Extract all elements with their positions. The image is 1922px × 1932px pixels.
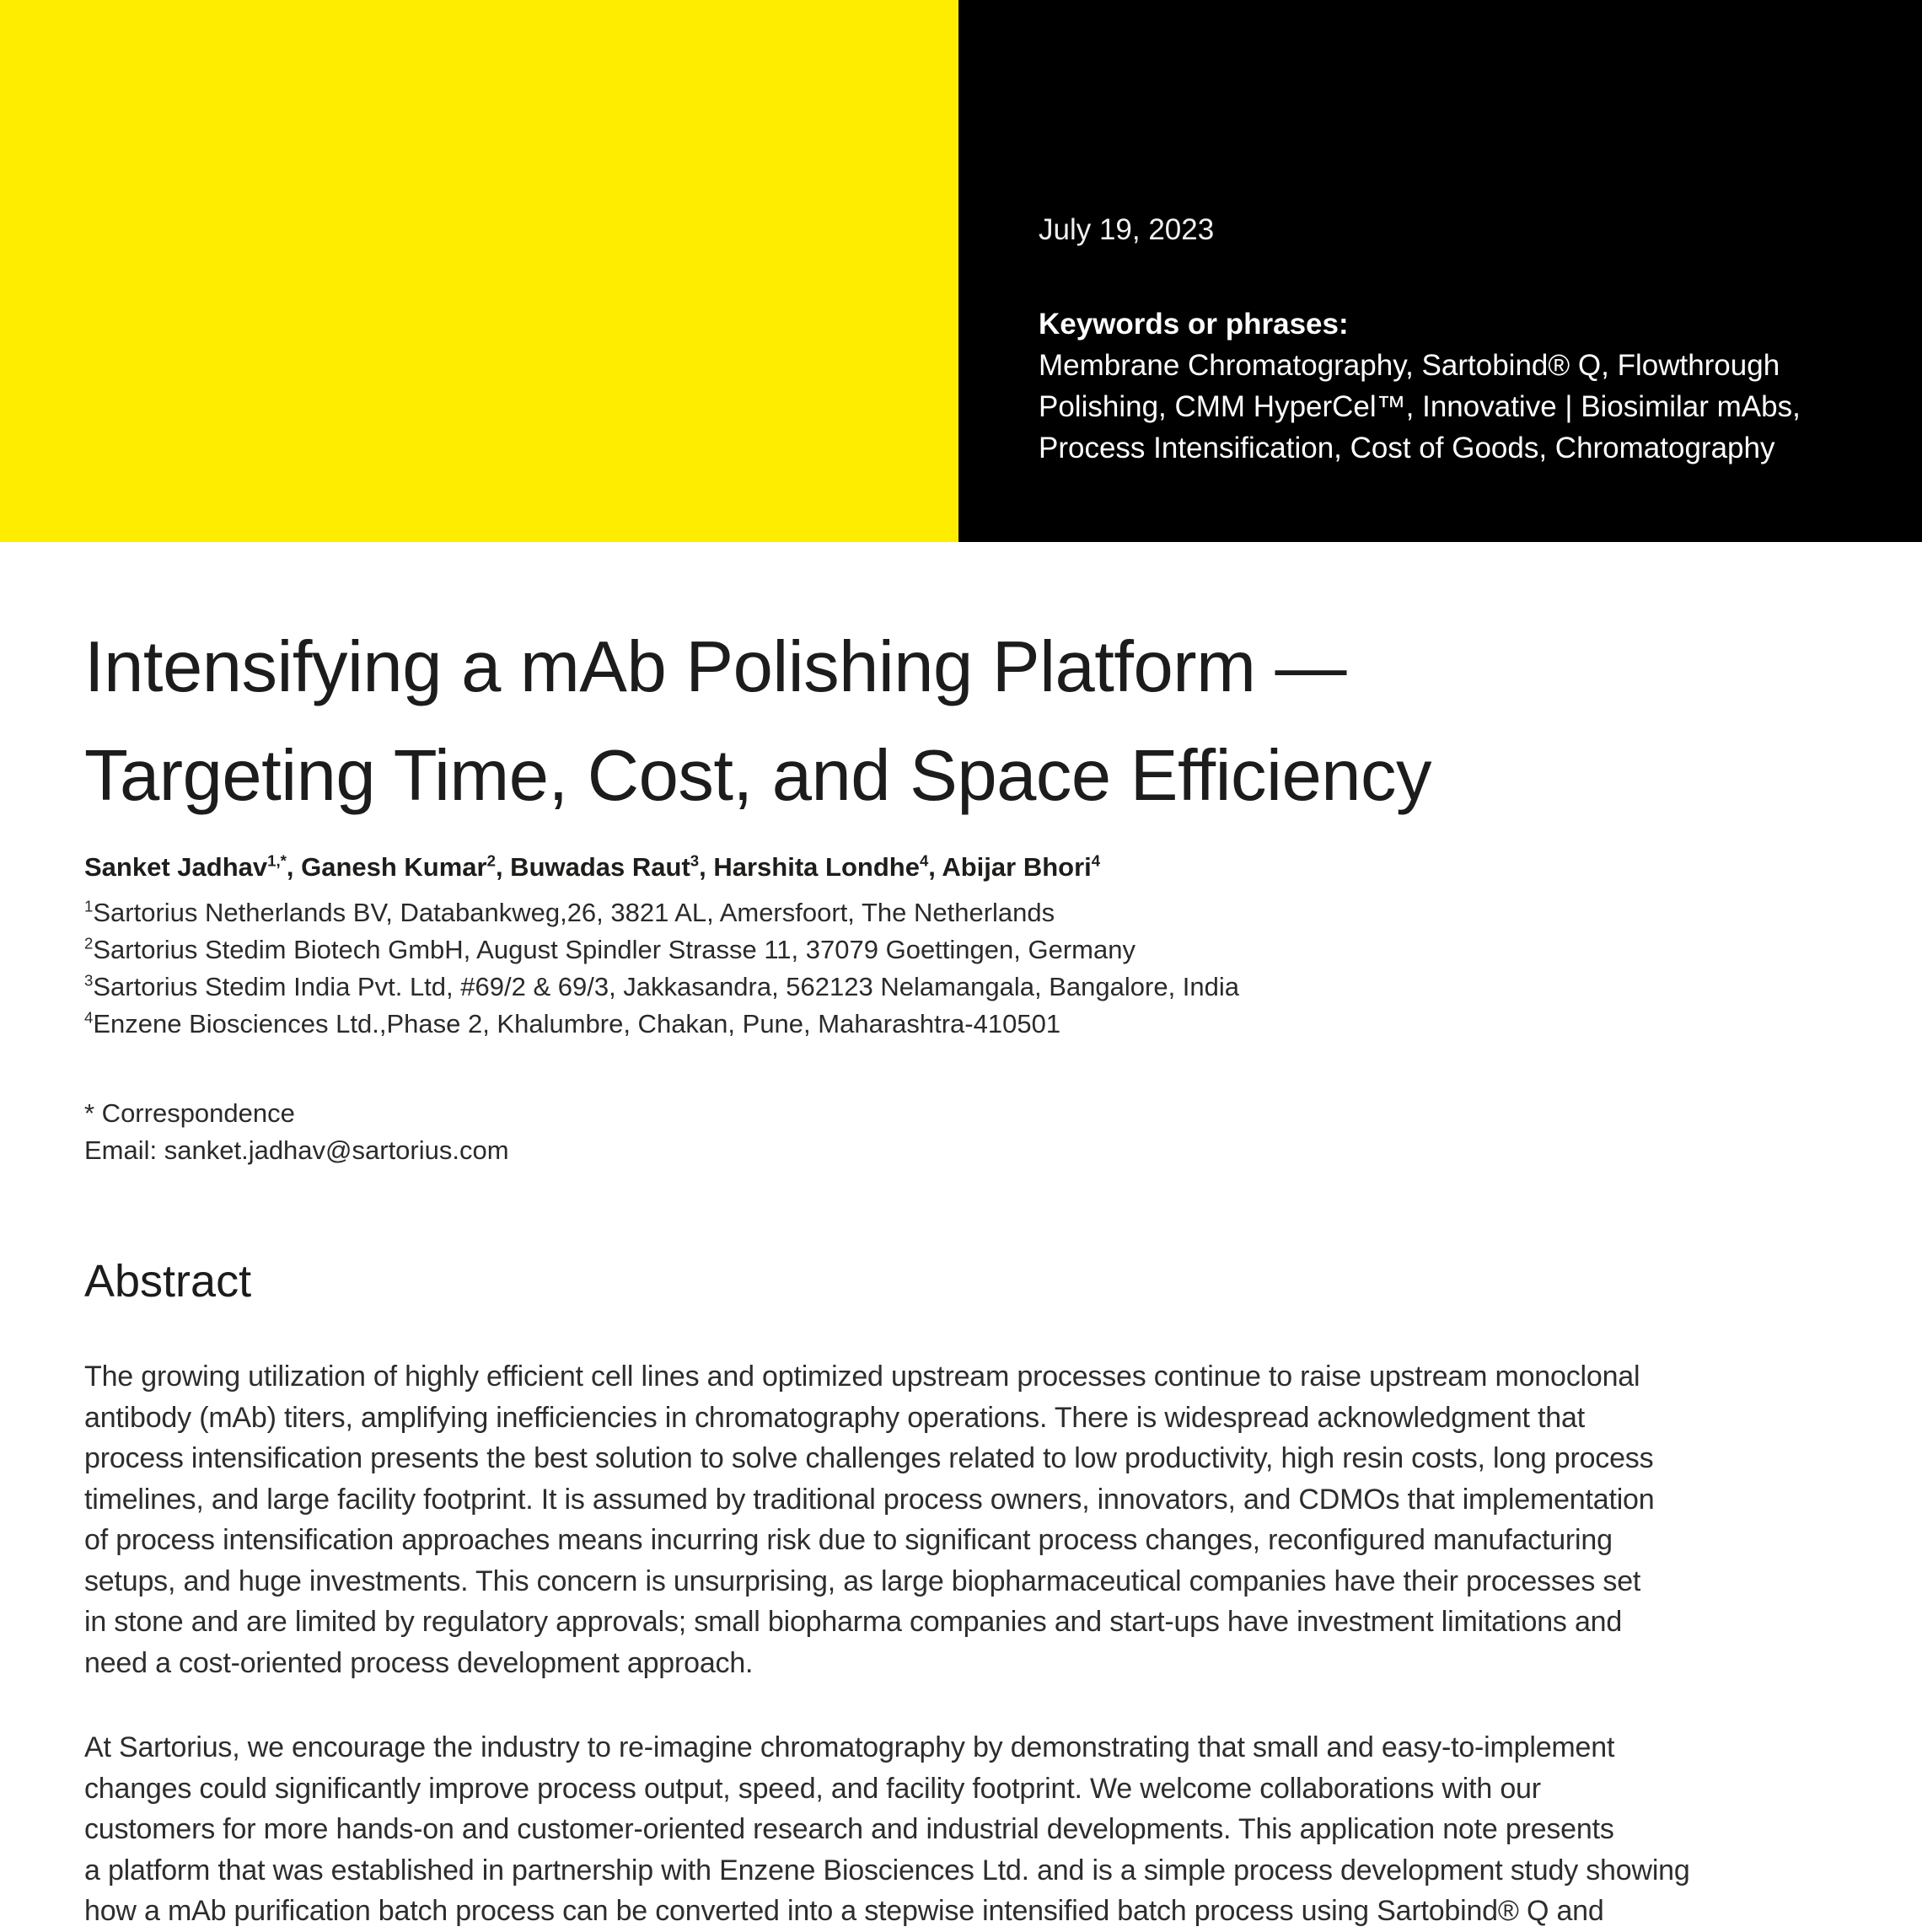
paragraph-line: customers for more hands-on and customer-oriented research and industrial developments. This application note presents: [84, 1813, 1614, 1845]
page-title: [84, 613, 1850, 830]
keywords-block: [1039, 303, 1850, 469]
author-name: , Harshita Londhe: [699, 852, 920, 882]
paragraph-line: antibody (mAb) titers, amplifying inefficiencies in chromatography operations. There is widespread acknowledgment that: [84, 1401, 1585, 1434]
paragraph-line: The growing utilization of highly efficient cell lines and optimized upstream processes continue to raise upstream monoclonal: [84, 1360, 1640, 1393]
paragraph-line: how a mAb purification batch process can be converted into a stepwise intensified batch process using Sartobind® Q and: [84, 1895, 1604, 1927]
keywords-line: Process Intensification, Cost of Goods, Chromatography: [1039, 432, 1775, 464]
authors-line: [84, 851, 1850, 884]
author-name: , Ganesh Kumar: [286, 852, 487, 882]
affiliations-list: [84, 894, 1850, 1043]
keywords-line: Membrane Chromatography, Sartobind® Q, Flowthrough: [1039, 349, 1780, 382]
affiliation-text: Sartorius Stedim India Pvt. Ltd, #69/2 & 69/3, Jakkasandra, 562123 Nelamangala, Bangalore, India: [93, 972, 1240, 1001]
correspondence-label: * Correspondence: [84, 1098, 295, 1128]
title-line-1: Intensifying a mAb Polishing Platform —: [84, 627, 1347, 707]
keywords-heading: Keywords or phrases:: [1039, 308, 1349, 341]
affiliation-text: Sartorius Stedim Biotech GmbH, August Spindler Strasse 11, 37079 Goettingen, Germany: [93, 935, 1135, 964]
author-affiliation-marker: 3: [690, 851, 700, 870]
correspondence-email: Email: sanket.jadhav@sartorius.com: [84, 1135, 509, 1165]
author-name: , Buwadas Raut: [495, 852, 690, 882]
author-affiliation-marker: 4: [1091, 851, 1101, 870]
abstract-paragraph-2: [84, 1727, 1850, 1932]
affiliation-text: Sartorius Netherlands BV, Databankweg,26, 3821 AL, Amersfoort, The Netherlands: [93, 898, 1055, 927]
title-line-2: Targeting Time, Cost, and Space Efficiency: [84, 736, 1431, 816]
keywords-line: Polishing, CMM HyperCel™, Innovative | Biosimilar mAbs,: [1039, 390, 1801, 423]
affiliation-item: [84, 1006, 1850, 1043]
paragraph-line: At Sartorius, we encourage the industry to re-imagine chromatography by demonstrating that small and easy-to-implement: [84, 1731, 1615, 1763]
paragraph-line: setups, and huge investments. This concern is unsurprising, as large biopharmaceutical companies have their processes set: [84, 1564, 1641, 1597]
affiliation-marker: 2: [84, 934, 94, 953]
author-name: Sanket Jadhav: [84, 852, 268, 882]
paragraph-line: changes could significantly improve process output, speed, and facility footprint. We welcome collaborations with our: [84, 1772, 1541, 1805]
affiliation-item: [84, 931, 1850, 969]
affiliation-marker: 3: [84, 971, 94, 990]
author-affiliation-marker: 4: [919, 851, 929, 870]
masthead-banner: [0, 0, 1922, 542]
brand-yellow-block: [0, 0, 958, 542]
affiliation-item: [84, 894, 1850, 931]
paragraph-line: need a cost-oriented process development approach.: [84, 1646, 754, 1679]
abstract-paragraph-1: [84, 1356, 1850, 1683]
paragraph-line: of process intensification approaches means incurring risk due to significant process changes, reconfigured manufacturing: [84, 1524, 1613, 1556]
affiliation-marker: 1: [84, 897, 94, 915]
affiliation-marker: 4: [84, 1008, 94, 1027]
author-affiliation-marker: 1,*: [267, 851, 287, 870]
paragraph-line: process intensification presents the best solution to solve challenges related to low productivity, high resin costs, long process: [84, 1442, 1654, 1474]
affiliation-item: [84, 969, 1850, 1006]
masthead-info-panel: [958, 0, 1922, 542]
paragraph-line: timelines, and large facility footprint. It is assumed by traditional process owners, innovators, and CDMOs that implementation: [84, 1483, 1655, 1516]
paragraph-line: a platform that was established in partnership with Enzene Biosciences Ltd. and is a simple process development study showing: [84, 1854, 1690, 1886]
affiliation-text: Enzene Biosciences Ltd.,Phase 2, Khalumbre, Chakan, Pune, Maharashtra-410501: [93, 1009, 1061, 1038]
paragraph-line: in stone and are limited by regulatory approvals; small biopharma companies and start-ups have investment limitations and: [84, 1606, 1623, 1638]
correspondence-block: [84, 1095, 1850, 1169]
author-affiliation-marker: 2: [486, 851, 496, 870]
article-body: [0, 613, 1922, 1932]
abstract-heading: Abstract: [84, 1256, 252, 1307]
publication-date: July 19, 2023: [1039, 213, 1215, 246]
author-name: , Abijar Bhori: [928, 852, 1092, 882]
